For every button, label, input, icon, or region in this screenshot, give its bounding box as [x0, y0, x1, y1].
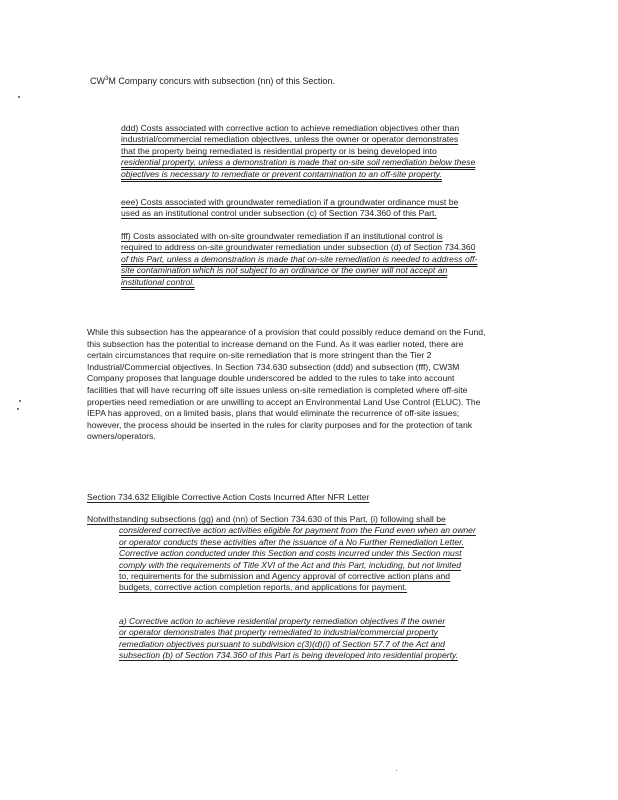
- eee-line: eee) Costs associated with groundwater remediation if a groundwater ordinance must be: [121, 197, 459, 207]
- commentary-line: facilities that will have recurring off site issues unless on-site remediation is completed where off-site: [87, 384, 468, 395]
- notwithstanding-line: comply with the requirements of Title XVI of the Act and this Part, including, but not limited: [119, 559, 462, 570]
- subsection-a: [119, 616, 458, 662]
- item-a-line: subsection (b) of Section 734.360 of this Part is being developed into residential property.: [119, 650, 459, 661]
- scan-mark: [17, 408, 19, 410]
- notwithstanding-line: budgets, corrective action completion reports, and applications for payment.: [119, 582, 408, 593]
- commentary-line: While this subsection has the appearance of a provision that could possibly reduce demand on the Fund,: [87, 327, 486, 337]
- commentary-line: Industrial/Commercial objectives. In Section 734.630 subsection (ddd) and subsection (fff), CW3M: [87, 361, 460, 372]
- eee-line: used as an institutional control under subsection (c) of Section 734.360 of this Part.: [121, 208, 437, 219]
- commentary-line: however, the process should be inserted in the rules for clarity purposes and for the protection of tank: [87, 419, 473, 430]
- notwithstanding-line: or operator conducts these activities after the issuance of a No Further Remediation Letter.: [119, 536, 465, 547]
- commentary-line: certain circumstances that require on-site remediation that is more stringent than the Tier 2: [87, 350, 432, 361]
- scan-mark: [18, 96, 20, 98]
- ddd-line: that the property being remediated is residential property or is being developed into: [121, 145, 437, 156]
- header-statement: [90, 76, 335, 87]
- fff-line: required to address on-site groundwater remediation under subsection (d) of Section 734.360: [121, 242, 476, 253]
- commentary-line: this subsection has the potential to increase demand on the Fund. As it was earlier noted, there are: [87, 338, 464, 349]
- scan-mark: [396, 770, 397, 771]
- notwithstanding-line: Notwithstanding subsections (gg) and (nn) of Section 734.630 of this Part, (i) following shall be: [87, 514, 446, 524]
- notwithstanding-paragraph: [87, 514, 476, 594]
- ddd-line: objectives is necessary to remediate or prevent contamination to an off-site property.: [121, 168, 442, 179]
- notwithstanding-line: Corrective action conducted under this Section and costs incurred under this Section must: [119, 548, 462, 559]
- commentary-line: Company proposes that language double underscored be added to the rules to take into account: [87, 373, 455, 384]
- ddd-line: residential property, unless a demonstration is made that on-site soil remediation below these: [121, 157, 476, 168]
- header-pre: CW: [90, 76, 105, 86]
- subsection-fff: [121, 231, 477, 288]
- section-heading: [87, 492, 369, 503]
- item-a-line: remediation objectives pursuant to subdivision c(3)(d)(i) of Section 57.7 of the Act and: [119, 638, 445, 649]
- fff-line: institutional control.: [121, 276, 195, 287]
- item-a-line: or operator demonstrates that property remediated to industrial/commercial property: [119, 627, 439, 638]
- header-post: M Company concurs with subsection (nn) of this Section.: [108, 76, 335, 86]
- commentary-line: owners/operators.: [87, 431, 156, 442]
- section-heading-text: Section 734.632 Eligible Corrective Action Costs Incurred After NFR Letter: [87, 492, 370, 502]
- fff-line: site contamination which is not subject to an ordinance or the owner will not accept an: [121, 265, 448, 276]
- subsection-ddd: [121, 123, 475, 180]
- commentary-line: IEPA has approved, on a limited basis, plans that would eliminate the recurrence of off-site issues;: [87, 408, 460, 419]
- commentary-paragraph: [87, 327, 485, 443]
- fff-line: of this Part, unless a demonstration is made that on-site remediation is needed to address off-: [121, 253, 478, 264]
- notwithstanding-line: considered corrective action activities eligible for payment from the Fund even when an owner: [119, 525, 476, 536]
- commentary-line: properties need remediation or are unwilling to accept an Environmental Land Use Control (ELUC). The: [87, 396, 481, 407]
- ddd-line: industrial/commercial remediation objectives, unless the owner or operator demonstrates: [121, 134, 459, 145]
- scan-mark: [19, 400, 21, 402]
- ddd-line: ddd) Costs associated with corrective action to achieve remediation objectives other than: [121, 123, 460, 133]
- subsection-eee: [121, 197, 458, 220]
- fff-line: fff) Costs associated with on-site groundwater remediation if an institutional control is: [121, 231, 443, 241]
- item-a-line: a) Corrective action to achieve residential property remediation objectives if the owner: [119, 616, 446, 626]
- notwithstanding-line: to, requirements for the submission and Agency approval of corrective action plans and: [119, 571, 451, 582]
- header-sup: 3: [105, 76, 109, 82]
